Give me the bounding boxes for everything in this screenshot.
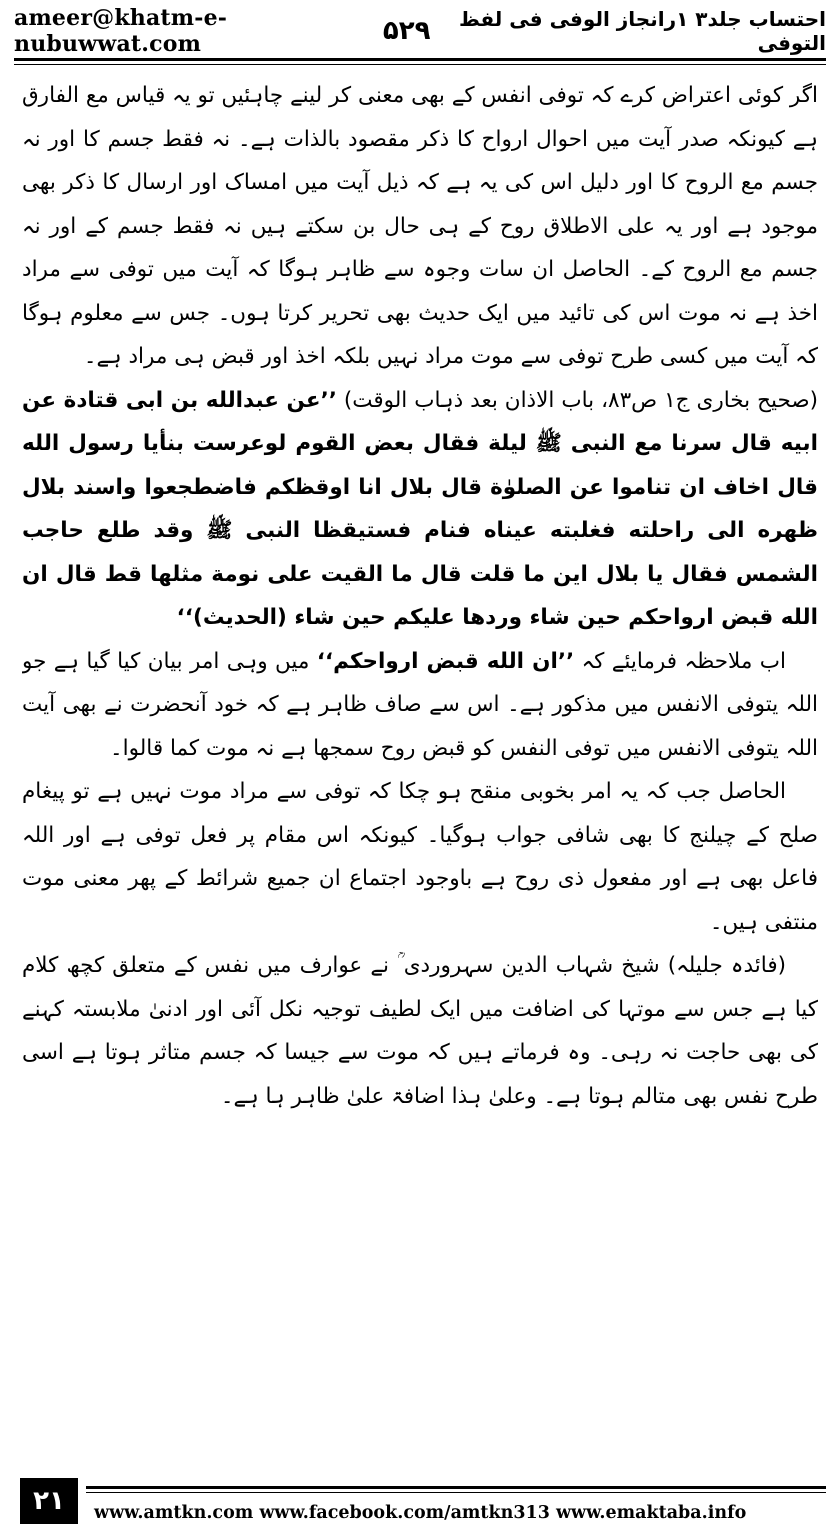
footer-rule	[86, 1486, 826, 1489]
paragraph-hadith	[22, 379, 818, 640]
header-left	[14, 5, 430, 57]
header-rule	[14, 58, 826, 61]
page-header	[14, 5, 826, 57]
page-number: ۵۲۹	[382, 16, 431, 46]
header-rule-thin	[14, 64, 826, 65]
running-title: احتساب جلد۳ ۱رانجاز الوفی فی لفظ التوفی	[459, 7, 826, 55]
paragraph-benefit: (فائدہ جلیلہ) شیخ شہاب الدین سہروردی ؒ نے عوارف میں نفس کے متعلق کچھ کلام کیا ہے جس سے موتہا کی اضافت میں ایک لطیف توجیہ نکل آئی اور ادنیٰ ملابستہ کہنے کی بھی حاجت نہ رہی۔ وہ فرماتے ہیں کہ موت سے جیسا کہ جسم متاثر ہوتا ہے اسی طرح نفس بھی متالم ہوتا ہے۔ وعلیٰ ہذا اضافۃ علیٰ ظاہر ہا ہے۔	[22, 953, 818, 1109]
footer-links[interactable]: www.amtkn.com www.facebook.com/amtkn313 www.emaktaba.info	[94, 1503, 747, 1523]
hadith-arabic-text: ’’عن عبدالله بن ابی قتادة عن ابیه قال سرنا مع النبی ﷺ لیلة فقال بعض القوم لوعرست بنأیا رسول الله قال اخاف ان تناموا عن الصلوٰة قال بلال انا اوقظکم فاضطجعوا واسند بلال ظهره الی راحلته فغلبته عیناه فنام فستیقظا النبی ﷺ وقد طلع حاجب الشمس فقال یا بلال این ما قلت قال ما القیت علی نومة مثلها قط قال ان الله قبض ارواحکم حین شاء وردها علیکم حین شاء (الحدیث)‘‘	[22, 387, 818, 630]
paragraph-observation	[22, 640, 818, 771]
paragraph-conclusion: الحاصل جب کہ یہ امر بخوبی منقح ہو چکا کہ توفی سے مراد موت نہیں ہے تو پیغام صلح کے چیلنج کا بھی شافی جواب ہوگیا۔ کیونکہ اس مقام پر فعل توفی ہے اور اللہ فاعل بھی ہے اور مفعول ذی روح ہے باوجود اجتماع ان جمیع شرائط کے پھر معنی موت منتفی ہیں۔	[22, 779, 818, 935]
email-address[interactable]: ameer@khatm-e-nubuwwat.com	[14, 5, 228, 57]
body-text	[22, 74, 818, 1462]
hadith-reference: (صحیح بخاری ج۱ ص۸۳، باب الاذان بعد ذہاب الوقت)	[343, 387, 818, 413]
observation-quote: ’’ان الله قبض ارواحکم‘‘	[316, 648, 575, 674]
observation-intro: اب ملاحظہ فرمایئے کہ	[581, 648, 786, 674]
observation-rest: میں وہی امر بیان کیا گیا ہے جو اللہ یتوفی الانفس میں مذکور ہے۔ اس سے صاف ظاہر ہے کہ خود آنحضرت نے بھی آیت اللہ یتوفی الانفس میں توفی النفس کو قبض روح سمجھا ہے نہ موت کما قالوا۔	[22, 648, 818, 761]
footer-page-badge: ۲۱	[20, 1478, 78, 1524]
page-footer	[14, 1474, 826, 1532]
footer-rule-thin	[86, 1492, 826, 1493]
paragraph-objection: اگر کوئی اعتراض کرے کہ توفی انفس کے بھی معنی کر لینے چاہئیں تو یہ قیاس مع الفارق ہے کیونکہ صدر آیت میں احوال ارواح کا ذکر مقصود بالذات ہے۔ نہ فقط جسم کا اور نہ جسم مع الروح کا اور دلیل اس کی یہ ہے کہ ذیل آیت میں امساک اور ارسال کا ذکر بھی موجود ہے اور یہ علی الاطلاق روح کے ہی حال بن سکتے ہیں نہ فقط جسم کے اور نہ جسم مع الروح کے۔ الحاصل ان سات وجوہ سے ظاہر ہوگا کہ آیت میں توفی سے مراد اخذ ہے نہ موت اس کی تائید میں ایک حدیث بھی تحریر کرتا ہوں۔ جس سے معلوم ہوگا کہ آیت میں کسی طرح توفی سے موت مراد نہیں بلکہ اخذ اور قبض ہی مراد ہے۔	[22, 83, 818, 369]
